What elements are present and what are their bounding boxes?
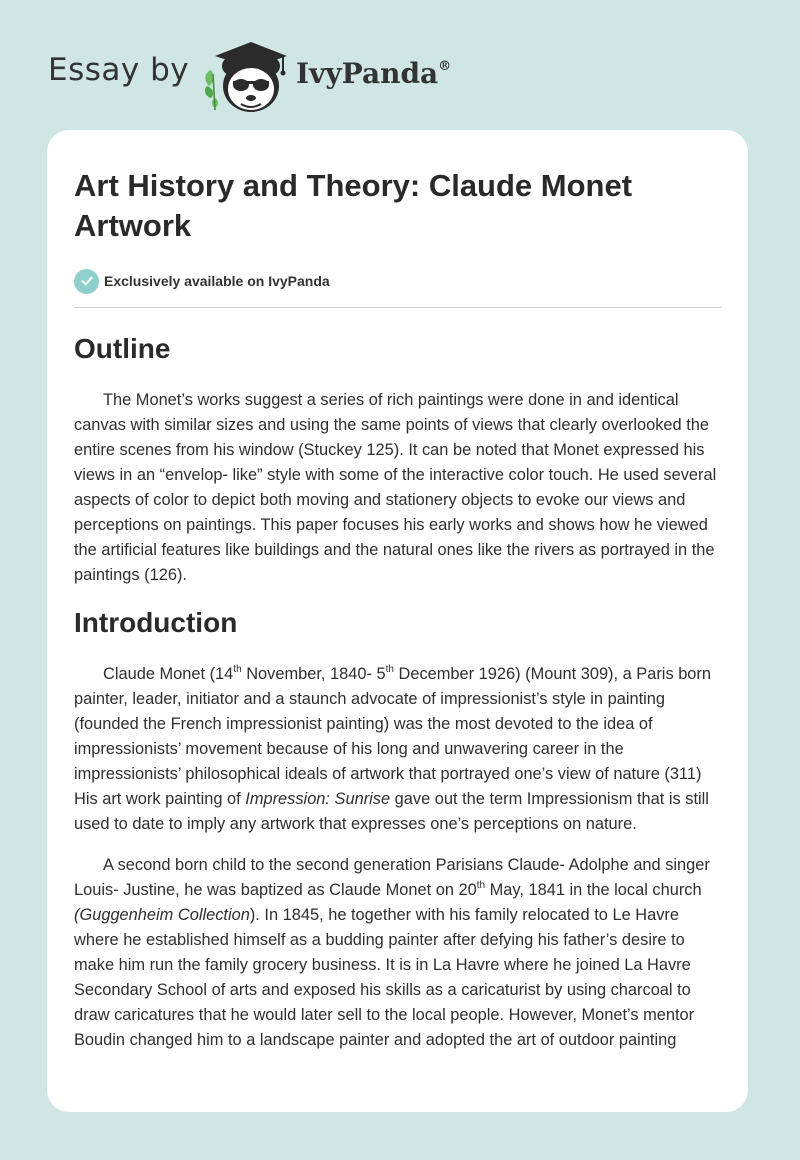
text-run: December 1926) (Mount 309), a Paris born painter, leader, initiator and a staunch advocate of impressionist’s style in painting (founded the French impressionist painting) was the most devoted to the idea of impressionists’ movement because of his long and unwavering career in the impressionists’ philosophical ideals of artwork that portrayed one’s view of nature (311) His art work painting of (74, 665, 711, 808)
exclusive-badge (74, 268, 722, 294)
badge-label: Exclusively available on IvyPanda (104, 273, 330, 289)
section-heading-outline: Outline (74, 333, 171, 364)
ivypanda-logo-icon[interactable] (201, 36, 293, 116)
check-icon (74, 269, 99, 294)
brand-text: IvyPanda (296, 57, 439, 90)
divider (74, 307, 722, 308)
superscript: th (476, 879, 486, 891)
essay-content (74, 166, 722, 1053)
text-run: November, 1840- 5 (241, 665, 386, 683)
superscript: th (385, 663, 394, 675)
page-title: Art History and Theory: Claude Monet Artwork (74, 168, 633, 243)
text-run: Claude Monet (14 (103, 665, 234, 683)
text-run: gave out the term Impressionism that is still used to date to imply any artwork that expresses one’s perceptions on nature. (74, 790, 709, 833)
brand-name[interactable] (296, 57, 451, 90)
paragraph: The Monet’s works suggest a series of rich paintings were done in and identical canvas with similar sizes and using the same points of views that clearly overlooked the entire scenes from his window (Stuckey 125). It can be noted that Monet expressed his views in an “envelop- like” style with some of the interactive color touch. He used several aspects of color to depict both moving and stationery objects to evoke our views and perceptions on paintings. This paper focuses his early works and shows how he viewed the artificial features like buildings and the natural ones like the rivers as portrayed in the paintings (126). (74, 391, 717, 584)
registered-mark: ® (438, 59, 452, 74)
italic-title: Impression: Sunrise (245, 790, 391, 808)
essay-by-label: Essay by (48, 52, 190, 88)
text-run: ). In 1845, he together with his family relocated to Le Havre where he established himself as a budding painter after defying his father’s desire to make him run the family grocery business. It is in La Havre where he joined La Havre Secondary School of arts and exposed his skills as a caricaturist by using charcoal to draw caricatures that he would later sell to the local people. However, Monet’s mentor Boudin changed him to a landscape painter and adopted the art of outdoor painting (74, 906, 695, 1049)
text-run: A second born child to the second generation Parisians Claude- Adolphe and singer Louis- Justine, he was baptized as Claude Monet on 20 (74, 856, 710, 899)
essay-card (47, 130, 748, 1112)
italic-citation: (Guggenheim Collection (74, 906, 250, 924)
paragraph (74, 662, 722, 837)
paragraph (74, 853, 722, 1053)
superscript: th (233, 663, 242, 675)
section-heading-introduction: Introduction (74, 607, 238, 638)
text-run: May, 1841 in the local church (485, 881, 702, 899)
site-header (48, 36, 748, 116)
